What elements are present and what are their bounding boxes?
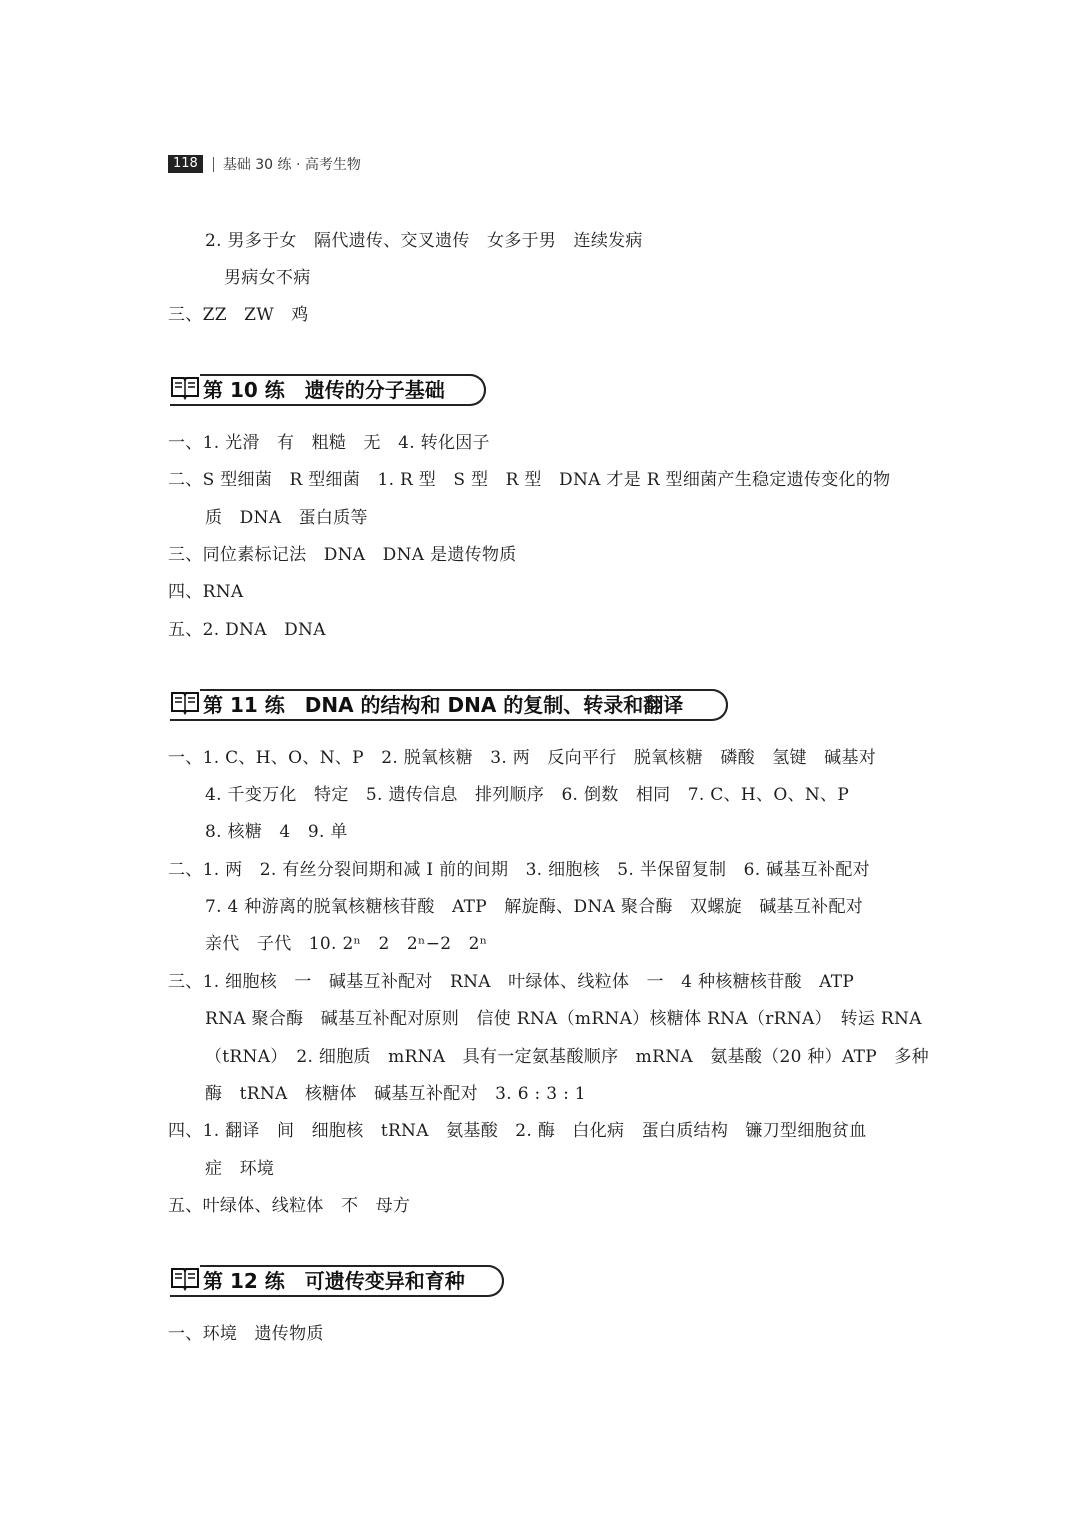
answer-line: 二、1. 两 2. 有丝分裂间期和减 I 前的间期 3. 细胞核 5. 半保留复制 6. 碱基互补配对 (168, 860, 870, 880)
answer-line: 三、同位素标记法 DNA DNA 是遗传物质 (168, 545, 517, 565)
answer-line: 一、环境 遗传物质 (168, 1324, 324, 1344)
book-icon (170, 1265, 200, 1291)
answer-line: 五、叶绿体、线粒体 不 母方 (168, 1196, 411, 1216)
section-heading-11 (170, 689, 728, 723)
answer-line: 一、1. 光滑 有 粗糙 无 4. 转化因子 (168, 433, 490, 453)
answer-line: 酶 tRNA 核糖体 碱基互补配对 3. 6 : 3 : 1 (205, 1084, 586, 1104)
answer-line: 一、1. C、H、O、N、P 2. 脱氧核糖 3. 两 反向平行 脱氧核糖 磷酸 氢键 碱基对 (168, 748, 877, 768)
section-heading-10 (170, 374, 486, 408)
answer-line: 7. 4 种游离的脱氧核糖核苷酸 ATP 解旋酶、DNA 聚合酶 双螺旋 碱基互补配对 (205, 897, 864, 917)
section-title: 第 12 练 可遗传变异和育种 (203, 1269, 465, 1293)
answer-line: （tRNA） 2. 细胞质 mRNA 具有一定氨基酸顺序 mRNA 氨基酸（20 种）ATP 多种 (205, 1047, 929, 1067)
answer-line: 二、S 型细菌 R 型细菌 1. R 型 S 型 R 型 DNA 才是 R 型细菌产生稳定遗传变化的物 (168, 470, 891, 490)
book-icon (170, 374, 200, 400)
header-divider (213, 157, 214, 172)
answer-line: 2. 男多于女 隔代遗传、交叉遗传 女多于男 连续发病 (205, 231, 643, 251)
answer-line: 五、2. DNA DNA (168, 620, 326, 640)
page-number: 118 (168, 155, 203, 173)
book-title: 基础 30 练 · 高考生物 (222, 157, 361, 173)
answer-line: 质 DNA 蛋白质等 (205, 508, 368, 528)
answer-line: 三、1. 细胞核 一 碱基互补配对 RNA 叶绿体、线粒体 一 4 种核糖核苷酸 ATP (168, 972, 855, 992)
section-heading-12 (170, 1265, 504, 1299)
answer-line: 四、RNA (168, 582, 244, 602)
page-header (168, 154, 361, 174)
answer-line: 症 环境 (205, 1159, 275, 1179)
answer-line: 三、ZZ ZW 鸡 (168, 305, 309, 325)
answer-line: RNA 聚合酶 碱基互补配对原则 信使 RNA（mRNA）核糖体 RNA（rRNA） 转运 RNA (205, 1009, 922, 1029)
answer-line: 四、1. 翻译 间 细胞核 tRNA 氨基酸 2. 酶 白化病 蛋白质结构 镰刀型细胞贫血 (168, 1121, 867, 1141)
book-icon (170, 689, 200, 715)
answer-line: 男病女不病 (224, 268, 311, 288)
section-title: 第 11 练 DNA 的结构和 DNA 的复制、转录和翻译 (203, 693, 684, 717)
section-title: 第 10 练 遗传的分子基础 (203, 378, 445, 402)
answer-line: 亲代 子代 10. 2ⁿ 2 2ⁿ−2 2ⁿ (205, 934, 488, 954)
answer-line: 4. 千变万化 特定 5. 遗传信息 排列顺序 6. 倒数 相同 7. C、H、O、N、P (205, 785, 850, 805)
answer-line: 8. 核糖 4 9. 单 (205, 822, 348, 842)
